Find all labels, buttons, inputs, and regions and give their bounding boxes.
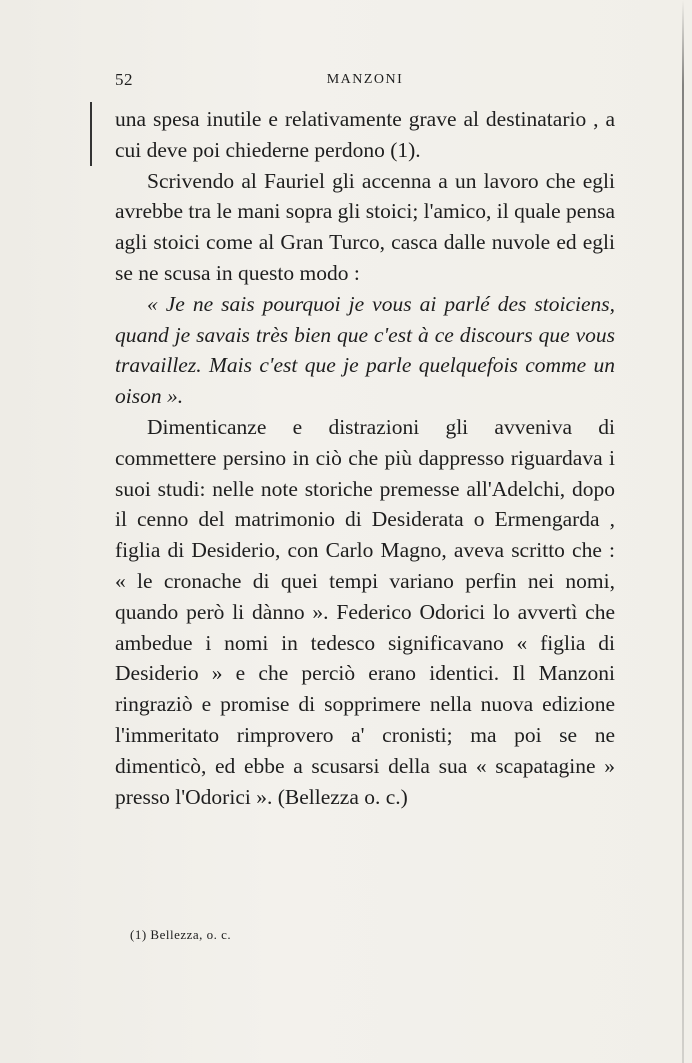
page-header <box>115 70 615 90</box>
margin-mark <box>90 102 92 166</box>
page-number: 52 <box>115 70 133 89</box>
paragraph-continuation: una spesa inutile e relativamente grave al destinatario , a cui deve poi chiederne perdono (1). <box>115 107 615 162</box>
running-head: MANZONI <box>326 72 404 87</box>
page-edge-shadow <box>682 0 684 1063</box>
paragraph-fauriel: Scrivendo al Fauriel gli accenna a un lavoro che egli avrebbe tra le mani sopra gli stoici; l'amico, il quale pensa agli stoici come al Gran Turco, casca dalle nuvole ed egli se ne scusa in questo modo : <box>115 168 616 285</box>
body-text <box>115 104 615 812</box>
footnote: (1) Bellezza, o. c. <box>130 927 232 942</box>
french-quote: « Je ne sais pourquoi je vous ai parlé des stoiciens, quand je savais très bien que c'est à ce discours que vous travaillez. Mais c'est que je parle quelquefois comme un oison ». <box>115 291 615 409</box>
paragraph-quote <box>115 289 615 412</box>
paragraph-dimenticanze: Dimenticanze e distrazioni gli avveniva di commettere persino in ciò che più dappresso riguardava i suoi studi: nelle note storiche premesse all'Adelchi, dopo il cenno del matrimonio di Desiderata o Ermengarda , figlia di Desiderio, con Carlo Magno, aveva scritto che : « le cronache di quei tempi variano perfin nei nomi, quando però li dànno ». Federico Odorici lo avvertì che ambedue i nomi in tedesco significavano « figlia di Desiderio » e che perciò erano identici. Il Manzoni ringraziò e promise di sopprimere nella nuova edizione l'immeritato rimprovero a' cronisti; ma poi se ne dimenticò, ed ebbe a scusarsi della sua « scapatagine » presso l'Odorici ». (Bellezza o. c.) <box>115 414 615 809</box>
